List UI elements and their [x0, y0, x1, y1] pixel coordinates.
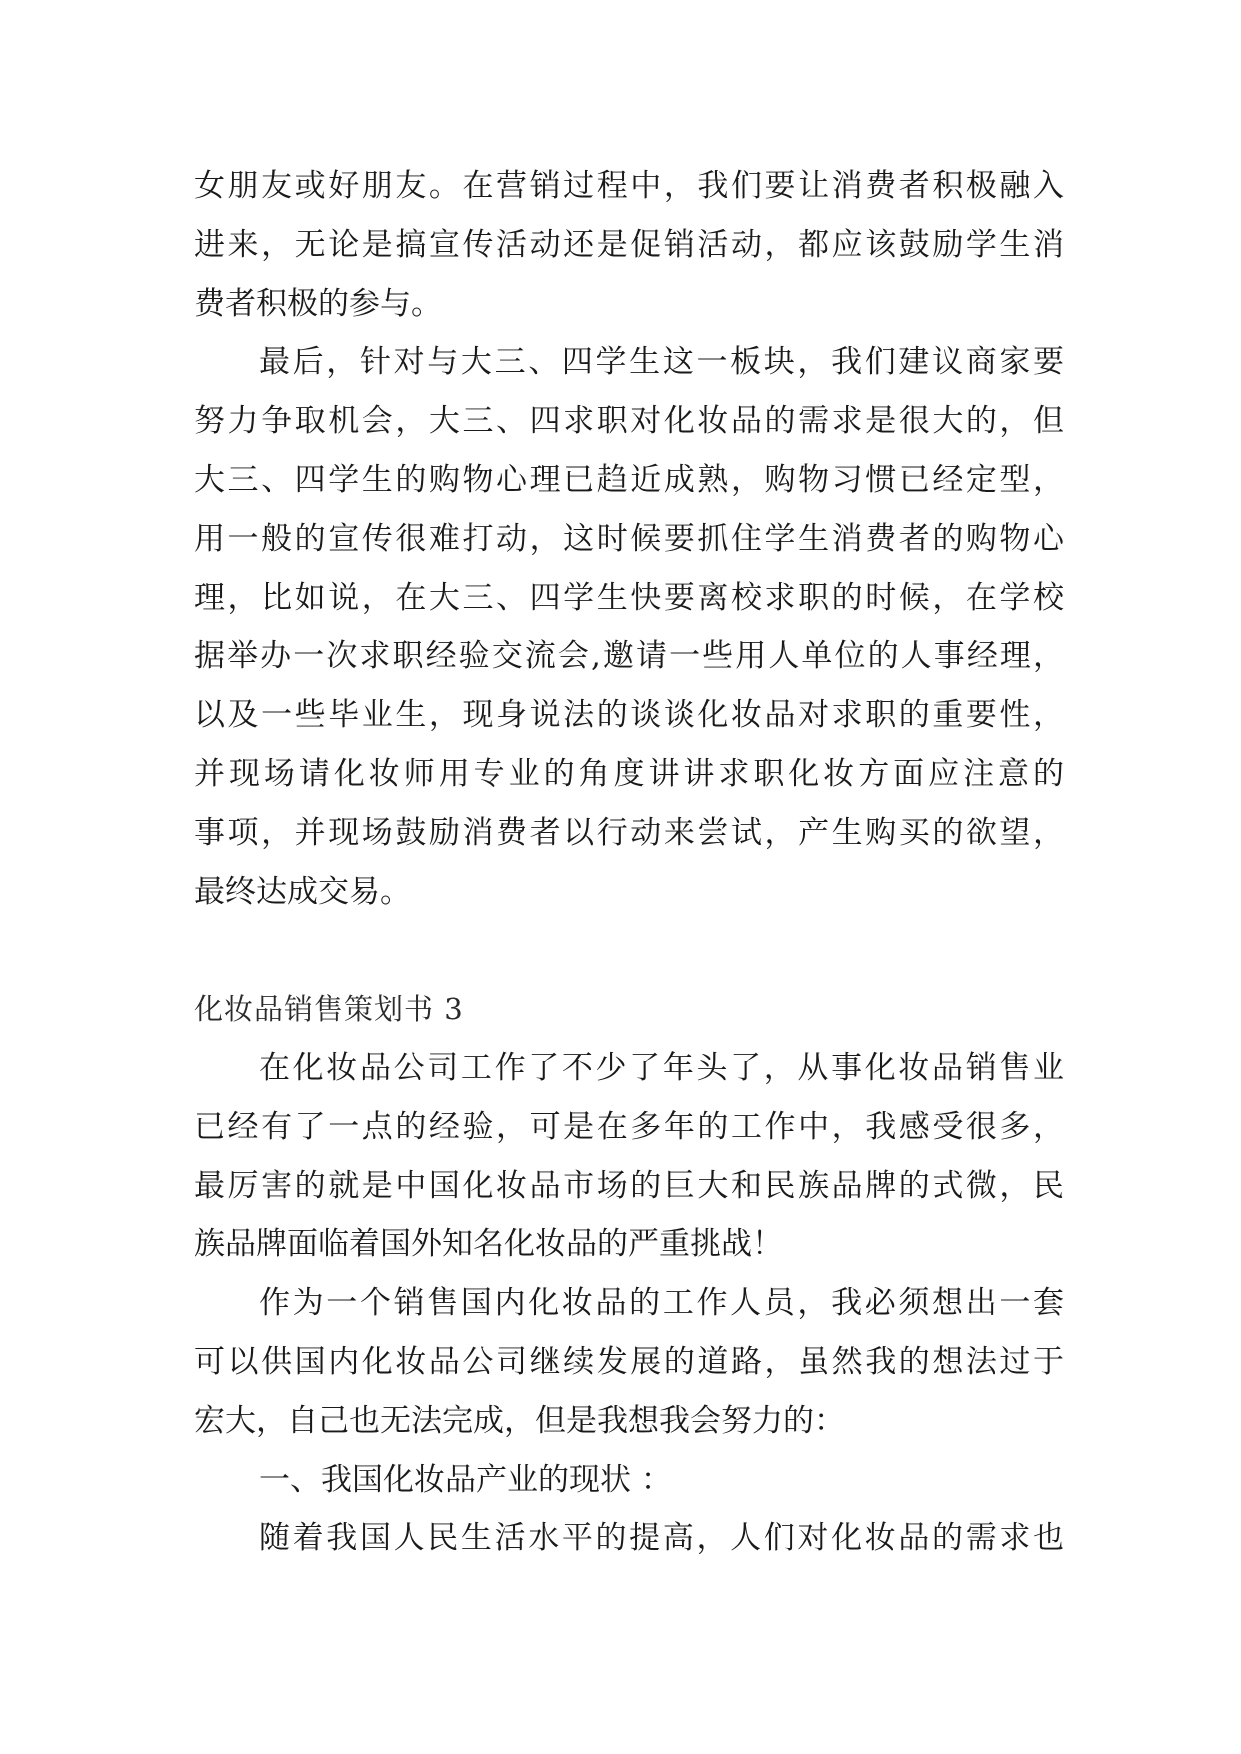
paragraph — [194, 1274, 1064, 1450]
blank-line — [194, 921, 1064, 980]
text-line: 已经有了一点的经验，可是在多年的工作中，我感受很多， — [194, 1108, 1064, 1145]
text-line: 事项，并现场鼓励消费者以行动来尝试，产生购买的欲望， — [194, 814, 1064, 851]
text-line: 费者积极的参与。 — [194, 285, 442, 322]
section-heading: 化妆品销售策划书 3 — [194, 992, 464, 1027]
paragraph — [194, 157, 1064, 333]
text-line: 宏大，自己也无法完成，但是我想我会努力的： — [194, 1402, 845, 1439]
paragraph — [194, 1509, 1064, 1568]
text-line: 据举办一次求职经验交流会,邀请一些用人单位的人事经理， — [194, 638, 1064, 675]
text-line: 并现场请化妆师用专业的角度讲讲求职化妆方面应注意的 — [194, 755, 1064, 792]
text-line: 随着我国人民生活水平的提高，人们对化妆品的需求也 — [259, 1520, 1064, 1557]
paragraph — [194, 333, 1064, 921]
text-line: 努力争取机会，大三、四求职对化妆品的需求是很大的，但 — [194, 403, 1064, 440]
document-body — [194, 157, 1064, 1568]
text-line: 一、我国化妆品产业的现状 ： — [259, 1461, 672, 1498]
text-line: 最厉害的就是中国化妆品市场的巨大和民族品牌的式微，民 — [194, 1167, 1064, 1204]
text-line: 族品牌面临着国外知名化妆品的严重挑战！ — [194, 1226, 783, 1263]
text-line: 在化妆品公司工作了不少了年头了，从事化妆品销售业 — [259, 1049, 1064, 1086]
text-line: 大三、四学生的购物心理已趋近成熟，购物习惯已经定型， — [194, 461, 1064, 498]
text-line: 以及一些毕业生，现身说法的谈谈化妆品对求职的重要性， — [194, 697, 1064, 734]
text-line: 进来，无论是搞宣传活动还是促销活动，都应该鼓励学生消 — [194, 226, 1064, 263]
text-line: 用一般的宣传很难打动，这时候要抓住学生消费者的购物心 — [194, 520, 1064, 557]
text-line: 最终达成交易。 — [194, 873, 411, 910]
text-line: 女朋友或好朋友。在营销过程中，我们要让消费者积极融入 — [194, 168, 1064, 204]
list-heading — [194, 1451, 1064, 1510]
text-line: 可以供国内化妆品公司继续发展的道路，虽然我的想法过于 — [194, 1343, 1064, 1380]
paragraph — [194, 1039, 1064, 1274]
text-line: 作为一个销售国内化妆品的工作人员，我必须想出一套 — [259, 1285, 1064, 1322]
text-line: 理，比如说，在大三、四学生快要离校求职的时候，在学校 — [194, 579, 1064, 616]
text-line: 最后，针对与大三、四学生这一板块，我们建议商家要 — [259, 344, 1064, 381]
